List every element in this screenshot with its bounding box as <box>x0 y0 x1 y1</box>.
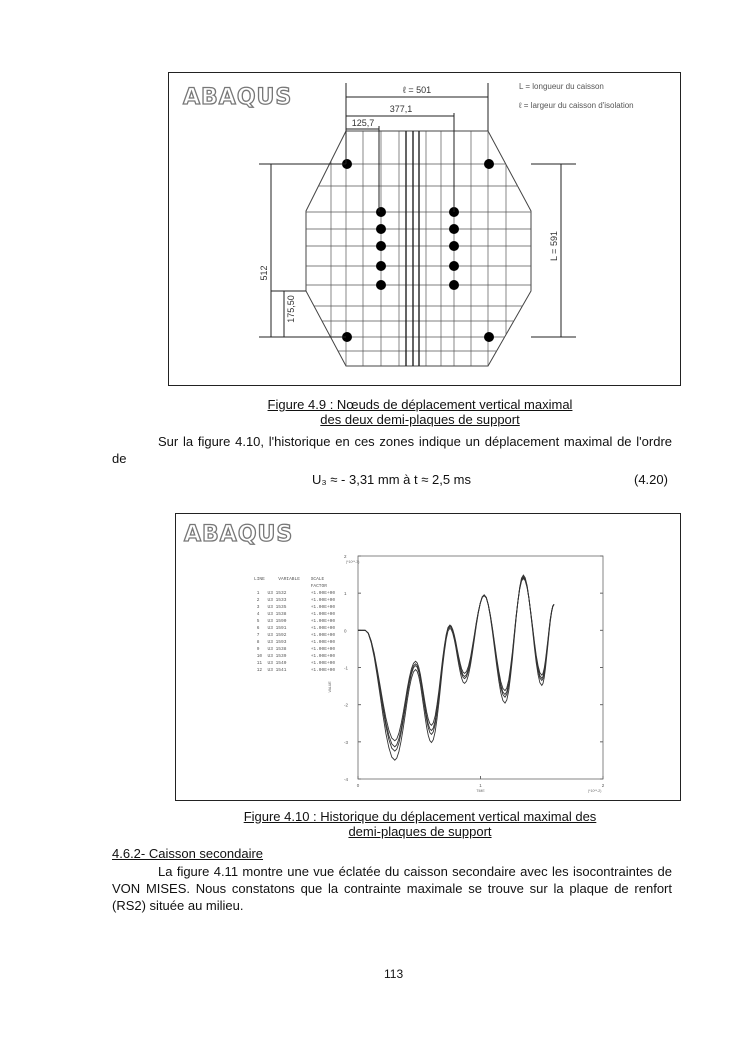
figure-4-9-caption <box>170 397 670 427</box>
x-tick-label: 2 <box>601 783 605 788</box>
node-dot <box>449 241 459 251</box>
section-heading: 4.6.2- Caisson secondaire <box>112 846 264 861</box>
figure-4-10-caption <box>170 809 670 839</box>
dimension-label: 175,50 <box>286 295 296 323</box>
equation-number: (4.20) <box>634 472 668 487</box>
y-tick-label: -4 <box>344 777 349 782</box>
series-line-2 <box>358 578 554 740</box>
y-tick-label: 0 <box>344 628 347 634</box>
x-multiplier: (*10**-2) <box>588 789 602 793</box>
caption-line: Figure 4.9 : Nœuds de déplacement vertical maximal <box>267 397 573 412</box>
caption-line: des deux demi-plaques de support <box>320 412 520 427</box>
equation: U₃ ≈ - 3,31 mm à t ≈ 2,5 ms <box>312 472 471 487</box>
caption-line: demi-plaques de support <box>348 824 492 839</box>
dimension-label: 125,7 <box>351 118 375 128</box>
dimension-label: ℓ = 501 <box>402 85 432 95</box>
node-dot <box>484 159 494 169</box>
node-dot <box>376 261 386 271</box>
x-axis-label: TIME <box>476 789 485 793</box>
node-dot <box>376 224 386 234</box>
x-tick-label: 0 <box>356 783 360 788</box>
y-tick-label: -2 <box>344 702 349 708</box>
dimension-label: 377,1 <box>389 104 413 114</box>
abaqus-logo: ABAQUS <box>184 522 294 547</box>
abaqus-logo: ABAQUS <box>183 85 293 110</box>
legend-l: ℓ = largeur du caisson d'isolation <box>519 101 634 110</box>
dimension-label: L = 591 <box>549 231 559 261</box>
caption-line: Figure 4.10 : Historique du déplacement vertical maximal des <box>243 809 597 824</box>
dimension-label: 512 <box>259 265 269 281</box>
caisson-mesh-diagram <box>169 73 680 385</box>
y-tick-label: 1 <box>344 591 347 597</box>
x-tick-label: 1 <box>479 783 482 788</box>
node-dot <box>449 280 459 290</box>
y-multiplier: (*10**-3) <box>346 560 360 564</box>
node-dot <box>449 224 459 234</box>
series-line-4 <box>358 577 554 747</box>
y-tick-label: -3 <box>344 739 349 745</box>
plot-frame <box>358 556 603 779</box>
paragraph: Sur la figure 4.10, l'historique en ces zones indique un déplacement maximal de l'ordre de <box>112 434 672 466</box>
y-tick-label: -1 <box>344 665 349 671</box>
y-axis-label: VALUE <box>328 681 332 693</box>
node-dot <box>449 261 459 271</box>
displacement-history-chart <box>176 514 680 800</box>
plot-legend-table: LINE VARIABLE SCALE FACTOR 1 U3 1532 +1.00E+00 2 U3 1533 +1.00E+00 3 U3 1535 +1.00E+00 4 U3 1538 +1.00E+00 5 U3 1590 +1.00E+00 6 U3 1591 +1.00E+00 7 U3 1592 +1.00E+00 8 U3 1593 +1.00E+00 9 U3 1538 +1.00E+00 10 U3 1539 +1.00E+00 11 U3 1540 +1.00E+00 12 U3 1541 +1.00E+00 <box>254 577 336 673</box>
node-dot <box>484 332 494 342</box>
node-dot <box>376 207 386 217</box>
mesh-grid <box>169 73 680 385</box>
y-tick-label: 2 <box>344 554 347 559</box>
figure-4-9 <box>168 72 681 386</box>
page-number: 113 <box>384 967 404 981</box>
paragraph: La figure 4.11 montre une vue éclatée du caisson secondaire avec les isocontraintes de VON MISES. Nous constatons que la contrainte maximale se trouve sur la plaque de renfort (RS2) située au milieu. <box>112 864 672 913</box>
figure-4-10 <box>175 513 681 801</box>
node-dot <box>376 241 386 251</box>
node-dot <box>376 280 386 290</box>
legend-L: L = longueur du caisson <box>519 82 604 91</box>
